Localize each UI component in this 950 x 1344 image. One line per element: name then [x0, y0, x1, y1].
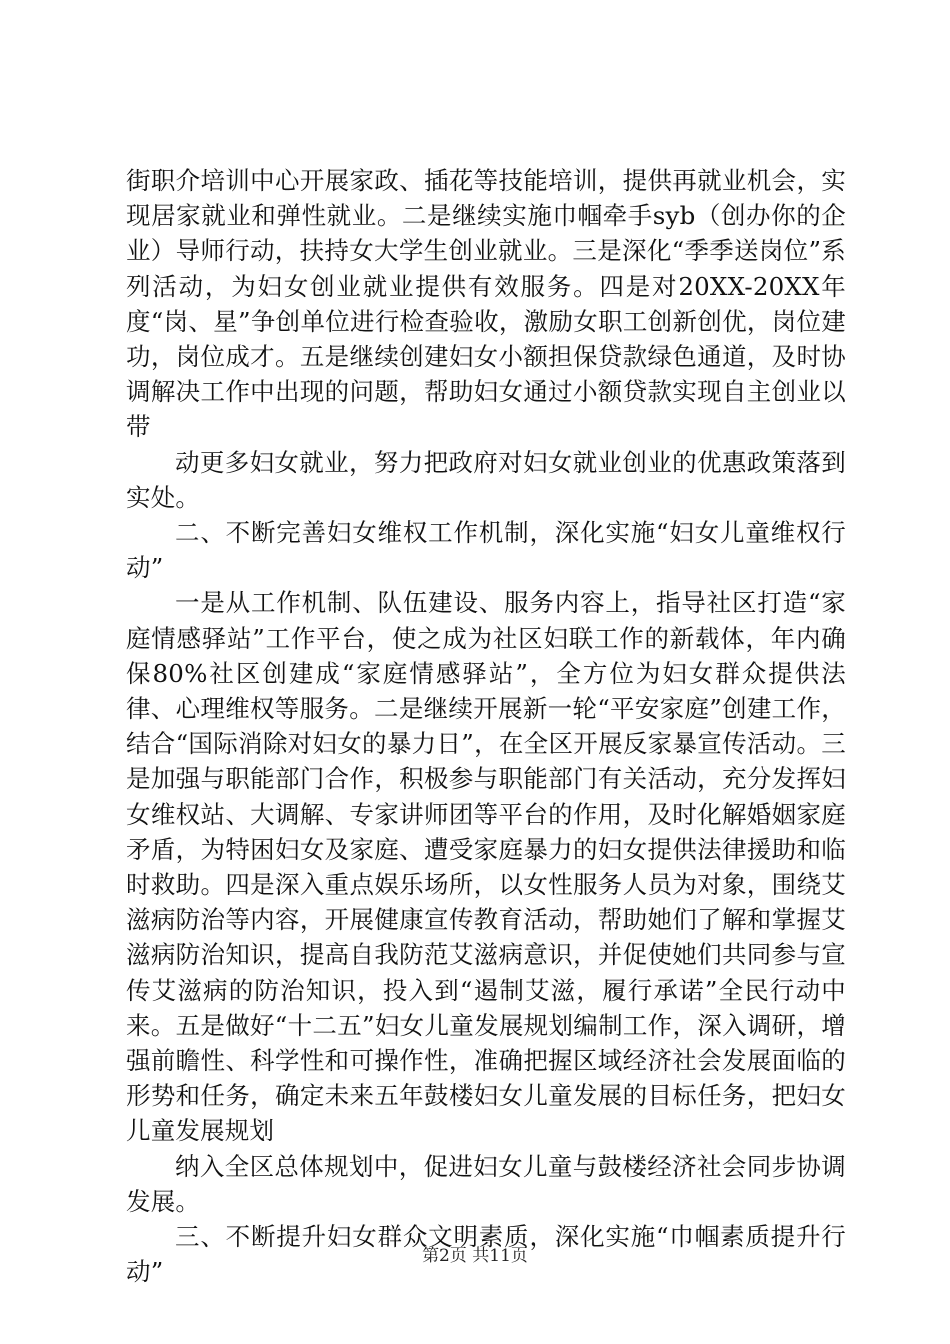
paragraph-3: 一是从工作机制、队伍建设、服务内容上，指导社区打造“家庭情感驿站”工作平台，使之成为社区妇联工作的新载体，年内确保80%社区创建成“家庭情感驿站”，全方位为妇女群众提供法律、心理维权等服务。二是继续开展新一轮“平安家庭”创建工作，结合“国际消除对妇女的暴力日”，在全区开展反家暴宣传活动。三是加强与职能部门合作，积极参与职能部门有关活动，充分发挥妇女维权站、大调解、专家讲师团等平台的作用，及时化解婚姻家庭矛盾，为特困妇女及家庭、遭受家庭暴力的妇女提供法律援助和临时救助。四是深入重点娱乐场所，以女性服务人员为对象，围绕艾滋病防治等内容，开展健康宣传教育活动，帮助她们了解和掌握艾滋病防治知识，提高自我防范艾滋病意识，并促使她们共同参与宣传艾滋病的防治知识，投入到“遏制艾滋，履行承诺”全民行动中来。五是做好“十二五”妇女儿童发展规划编制工作，深入调研，增强前瞻性、科学性和可操作性，准确把握区域经济社会发展面临的形势和任务，确定未来五年鼓楼妇女儿童发展的目标任务，把妇女儿童发展规划: [126, 588, 846, 1146]
page-footer: 第2页 共11页: [422, 1246, 528, 1266]
section-heading-2: 二、不断完善妇女维权工作机制，深化实施“妇女儿童维权行动”: [126, 518, 846, 583]
paragraph-4: 纳入全区总体规划中，促进妇女儿童与鼓楼经济社会同步协调发展。: [126, 1151, 846, 1216]
section-heading-3: 三、不断提升妇女群众文明素质，深化实施“巾帼素质提升行动”: [126, 1222, 846, 1287]
paragraph-2: 动更多妇女就业，努力把政府对妇女就业创业的优惠政策落到实处。: [126, 447, 846, 512]
document-body: [126, 163, 846, 1290]
paragraph-1: 街职介培训中心开展家政、插花等技能培训，提供再就业机会，实现居家就业和弹性就业。二是继续实施巾帼牵手syb（创办你的企业）导师行动，扶持女大学生创业就业。三是深化“季季送岗位”系列活动，为妇女创业就业提供有效服务。四是对20XX-20XX年度“岗、星”争创单位进行检查验收，激励女职工创新创优，岗位建功，岗位成才。五是继续创建妇女小额担保贷款绿色通道，及时协调解决工作中出现的问题，帮助妇女通过小额贷款实现自主创业以带: [126, 166, 846, 442]
